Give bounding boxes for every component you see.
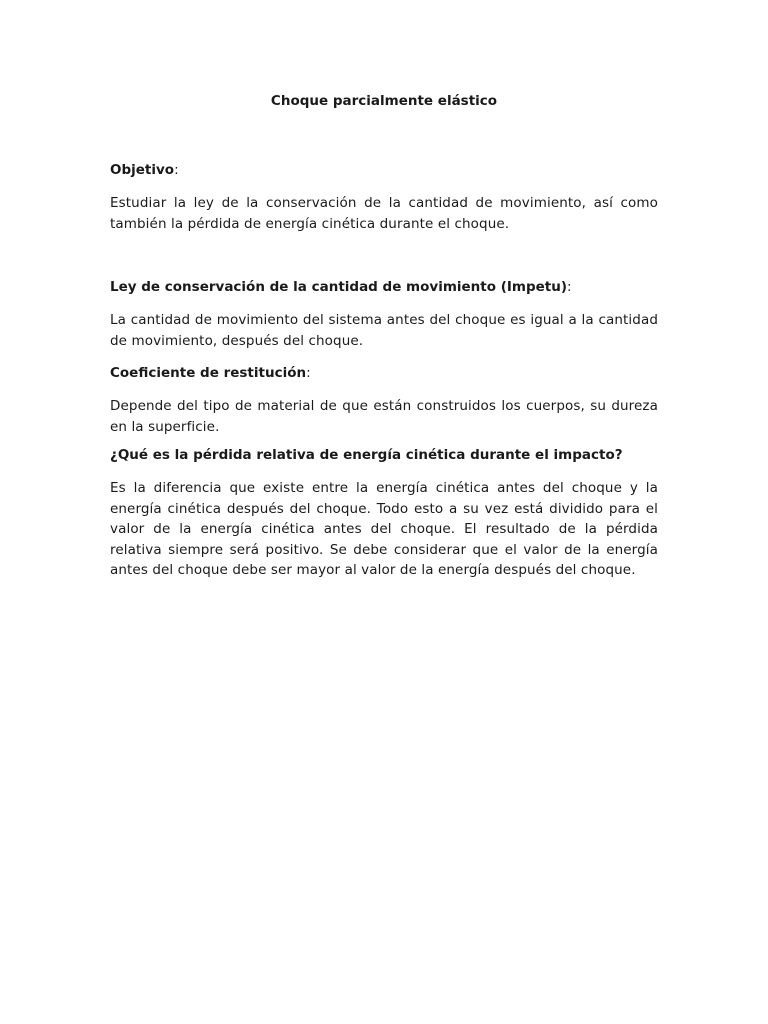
section-heading-coeficiente-restitucion [110, 365, 658, 382]
section-heading-text: Objetivo [110, 162, 175, 178]
section-heading-colon: : [174, 162, 179, 178]
section-heading-text: Coeficiente de restitución [110, 365, 307, 381]
section-heading-colon: : [567, 279, 572, 295]
section-body-ley-conservacion: La cantidad de movimiento del sistema antes del choque es igual a la cantidad de movimiento, después del choque. [110, 312, 658, 349]
section-heading-objetivo [110, 162, 658, 179]
section-body-objetivo: Estudiar la ley de la conservación de la cantidad de movimiento, así como también la pérdida de energía cinética durante el choque. [110, 195, 658, 232]
document-title: Choque parcialmente elástico [270, 93, 498, 109]
section-body-coeficiente-restitucion: Depende del tipo de material de que están construidos los cuerpos, su dureza en la superficie. [110, 398, 658, 435]
document-page [110, 93, 658, 581]
section-heading-text: ¿Qué es la pérdida relativa de energía cinética durante el impacto? [110, 447, 623, 463]
section-heading-perdida-relativa [110, 447, 658, 464]
section-heading-text: Ley de conservación de la cantidad de movimiento (Impetu) [110, 279, 568, 295]
section-heading-ley-conservacion [110, 279, 658, 296]
section-body-perdida-relativa: Es la diferencia que existe entre la energía cinética antes del choque y la energía cinética después del choque. Todo esto a su vez está dividido para el valor de la energía cinética antes del choque. El resultado de la pérdida relativa siempre será positivo. Se debe considerar que el valor de la energía antes del choque debe ser mayor al valor de la energía después del choque. [110, 480, 658, 578]
section-heading-colon: : [306, 365, 311, 381]
